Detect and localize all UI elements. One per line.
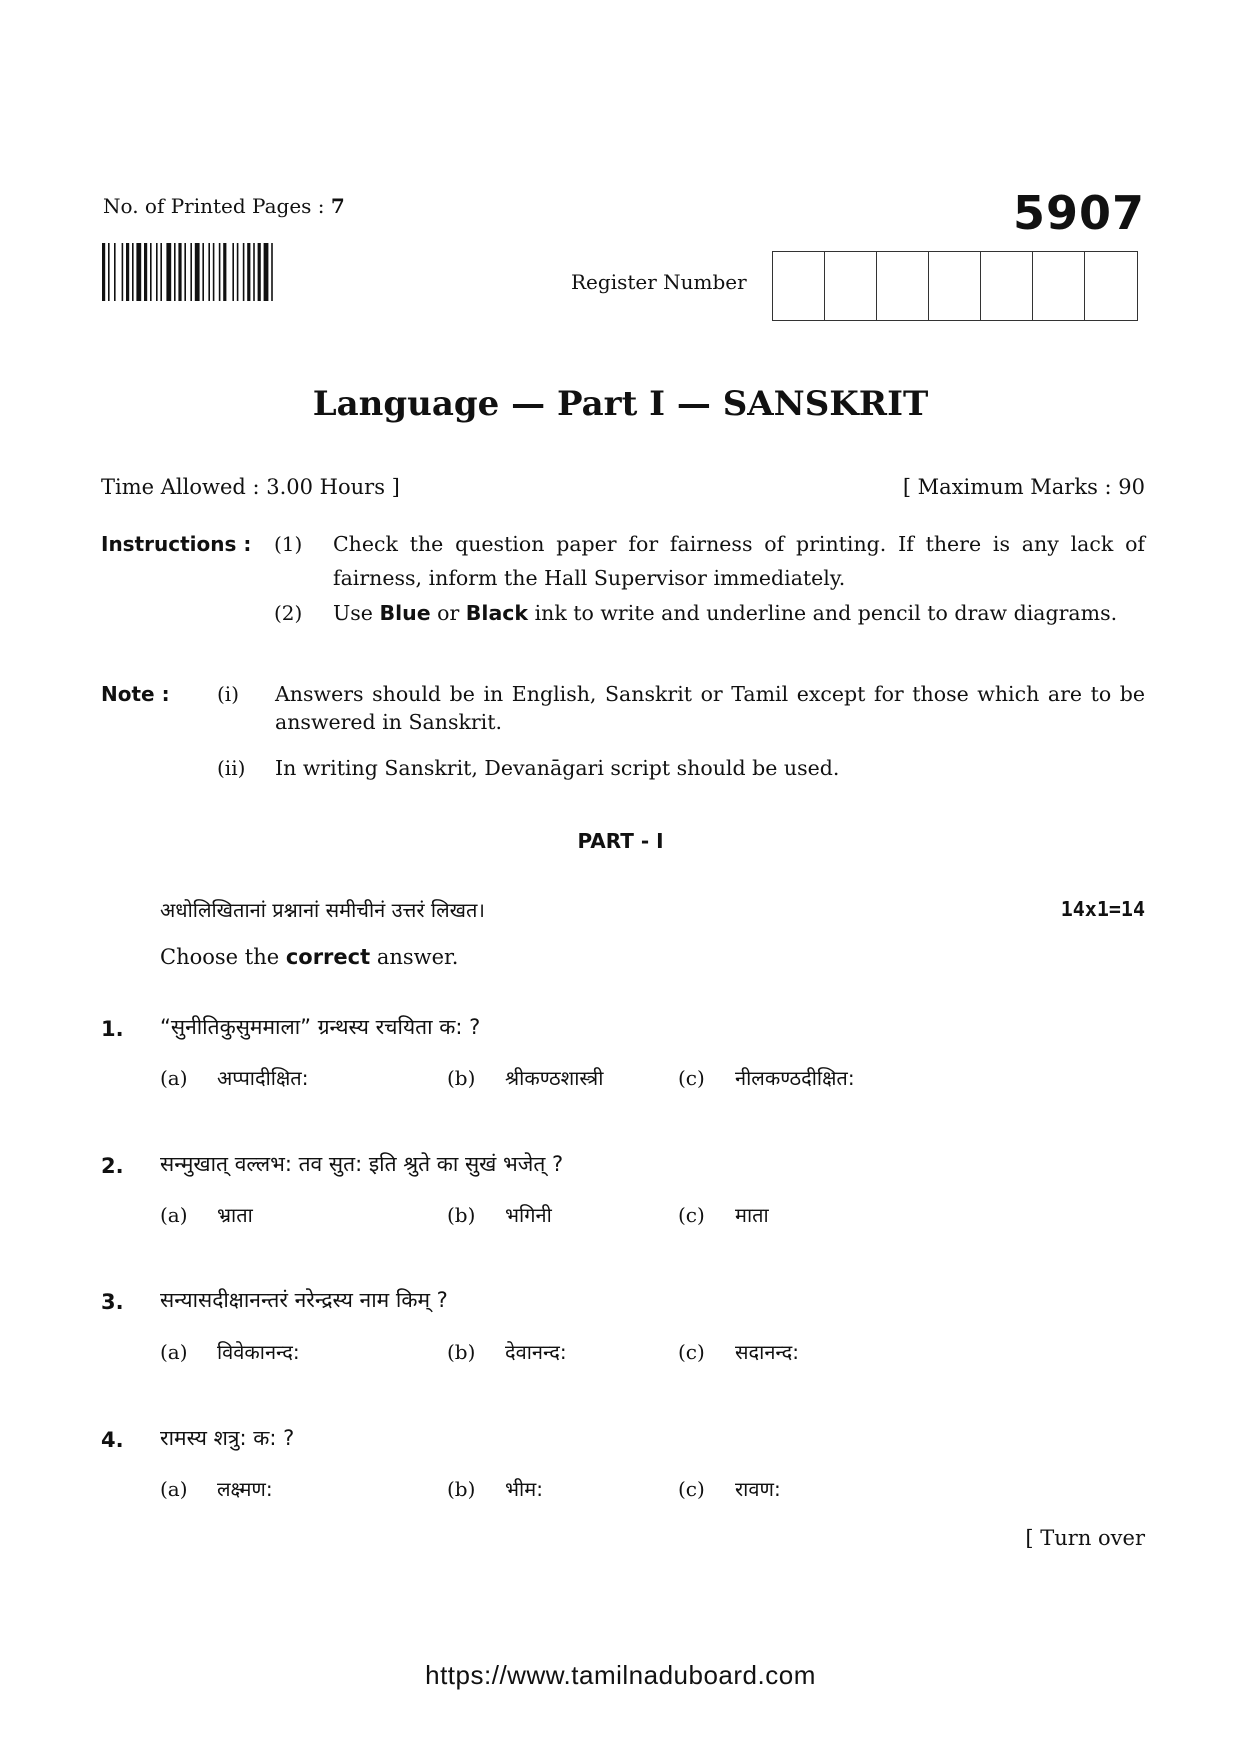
option-letter: (b) xyxy=(447,1340,476,1364)
register-number-box[interactable] xyxy=(929,252,981,320)
instruction-text: Check the question paper for fairness of printing. If there is any lack of fairness, inform the Hall Supervisor immediately. xyxy=(333,532,1145,590)
note-text: Answers should be in English, Sanskrit or Tamil except for those which are to be answered in Sanskrit. xyxy=(275,682,1145,734)
question-number: 3. xyxy=(101,1290,124,1314)
register-number-boxes[interactable] xyxy=(772,251,1138,321)
register-number-box[interactable] xyxy=(877,252,929,320)
option-text[interactable]: श्रीकण्ठशास्त्री xyxy=(505,1066,604,1090)
instruction-number: (1) xyxy=(274,532,303,556)
maximum-marks: [ Maximum Marks : 90 xyxy=(902,475,1145,499)
option-letter: (a) xyxy=(160,1340,188,1364)
note-text: In writing Sanskrit, Devanāgari script should be used. xyxy=(275,756,840,780)
sanskrit-instruction: अधोलिखितानां प्रश्नानां समीचीनं उत्तरं लिखत। xyxy=(160,898,485,922)
register-number-box[interactable] xyxy=(981,252,1033,320)
option-text[interactable]: माता xyxy=(735,1203,769,1227)
barcode xyxy=(102,243,316,301)
option-text[interactable]: भगिनी xyxy=(505,1203,552,1227)
option-letter: (b) xyxy=(447,1066,476,1090)
register-number-box[interactable] xyxy=(773,252,825,320)
marks-allocation: 14x1=14 xyxy=(1060,897,1145,921)
question-number: 1. xyxy=(101,1017,124,1041)
time-allowed: Time Allowed : 3.00 Hours ] xyxy=(101,475,400,499)
question-text: सन्यासदीक्षानन्तरं नरेन्द्रस्य नाम किम् ? xyxy=(160,1288,448,1312)
question-text: सन्मुखात् वल्लभ: तव सुत: इति श्रुते का सुखं भजेत् ? xyxy=(160,1152,564,1176)
option-letter: (a) xyxy=(160,1477,188,1501)
instruction-text: Use Blue or Black ink to write and underline and pencil to draw diagrams. xyxy=(333,601,1118,625)
option-text[interactable]: भीम: xyxy=(505,1477,543,1501)
register-number-box[interactable] xyxy=(1033,252,1085,320)
paper-code: 5907 xyxy=(1012,186,1145,240)
part-heading: PART - I xyxy=(577,829,664,853)
register-number-box[interactable] xyxy=(825,252,877,320)
footer-url[interactable]: https://www.tamilnaduboard.com xyxy=(425,1660,816,1690)
option-text[interactable]: सदानन्द: xyxy=(735,1340,799,1364)
option-text[interactable]: अप्पादीक्षित: xyxy=(217,1066,309,1090)
option-text[interactable]: नीलकण्ठदीक्षित: xyxy=(735,1066,855,1090)
register-number-label: Register Number xyxy=(571,270,747,294)
paper-title: Language — Part I — SANSKRIT xyxy=(312,384,929,424)
question-text: रामस्य शत्रु: क: ? xyxy=(160,1426,295,1450)
english-instruction: Choose the correct answer. xyxy=(160,945,459,969)
option-letter: (a) xyxy=(160,1203,188,1227)
turn-over-note: [ Turn over xyxy=(1025,1526,1145,1550)
option-letter: (c) xyxy=(678,1477,705,1501)
option-text[interactable]: रावण: xyxy=(735,1477,781,1501)
note-number: (ii) xyxy=(217,756,246,780)
option-text[interactable]: भ्राता xyxy=(217,1203,253,1227)
option-letter: (b) xyxy=(447,1203,476,1227)
option-text[interactable]: विवेकानन्द: xyxy=(217,1340,300,1364)
printed-pages: No. of Printed Pages : 7 xyxy=(103,194,345,218)
option-letter: (c) xyxy=(678,1203,705,1227)
question-number: 4. xyxy=(101,1428,124,1452)
option-text[interactable]: देवानन्द: xyxy=(505,1340,567,1364)
option-text[interactable]: लक्ष्मण: xyxy=(217,1477,273,1501)
option-letter: (c) xyxy=(678,1066,705,1090)
instructions-label: Instructions : xyxy=(101,532,252,556)
option-letter: (c) xyxy=(678,1340,705,1364)
question-number: 2. xyxy=(101,1154,124,1178)
register-number-box[interactable] xyxy=(1085,252,1137,320)
note-label: Note : xyxy=(101,682,170,706)
instruction-number: (2) xyxy=(274,601,303,625)
note-number: (i) xyxy=(217,682,240,706)
question-text: “सुनीतिकुसुममाला” ग्रन्थस्य रचयिता क: ? xyxy=(160,1015,481,1039)
option-letter: (a) xyxy=(160,1066,188,1090)
option-letter: (b) xyxy=(447,1477,476,1501)
